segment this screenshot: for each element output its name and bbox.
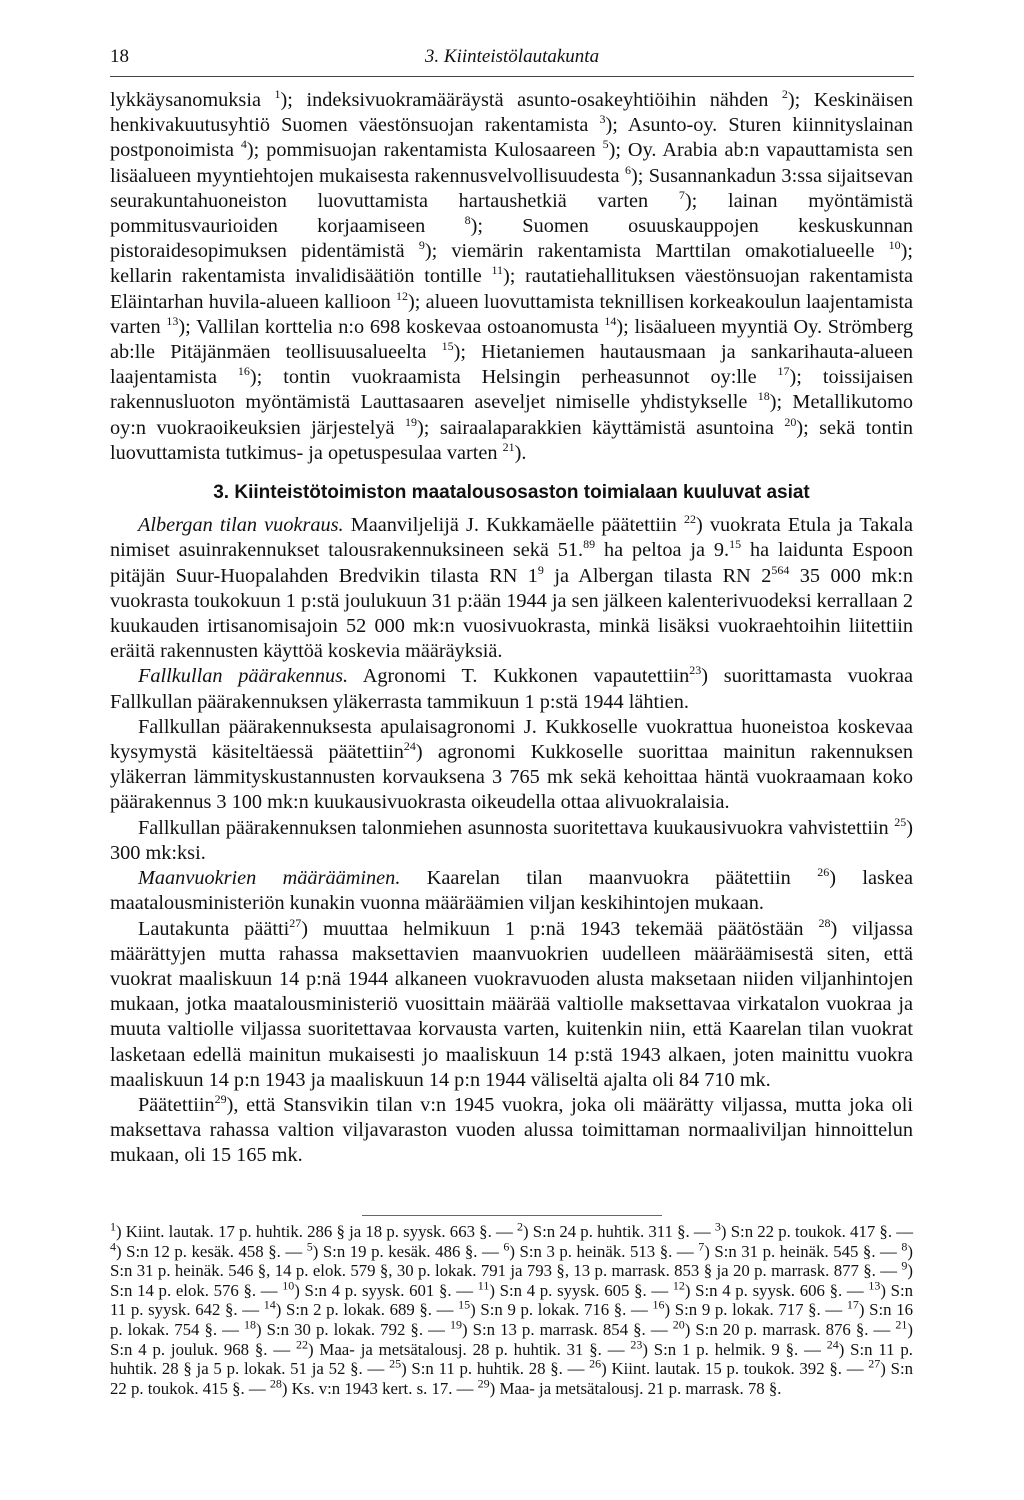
- text-run: ); Susannankadun 3:ssa sijaitsevan seurakuntahuoneiston luovuttamista hartaushetkiä varten: [110, 164, 913, 212]
- footnote-ref: 18: [757, 389, 770, 404]
- text-run: ); sekä tontin luovuttamista tutkimus- ja opetuspesulaa varten: [110, 416, 913, 464]
- paragraph-list-of-matters: [110, 88, 913, 466]
- text-run: ); Keskinäisen henkivakuutusyhtiö Suomen väestönsuojan rakentamista: [110, 89, 913, 137]
- text-run: ); pommisuojan rakentamista Kulosaareen: [246, 139, 603, 162]
- text-run: ); lainan myöntämistä pommitusvaurioiden korjaamiseen: [110, 189, 913, 238]
- italic-subject-title: Maanvuokrien määrääminen.: [138, 867, 401, 890]
- text-run: Agronomi T. Kukkonen vapautettiin: [348, 665, 690, 688]
- footnote-ref: 12: [672, 1278, 685, 1293]
- text-run: ); indeksivuokramääräystä asunto-osakeyhtiöihin nähden: [280, 89, 782, 111]
- footnote-ref: 23: [689, 663, 702, 678]
- text-run: Päätettiin: [138, 1093, 215, 1116]
- text-run: Kaarelan tilan maanvuokra päätettiin: [400, 867, 818, 890]
- footnote-rule: [362, 1215, 662, 1216]
- text-run: ) S:n 11 p. huhtik. 28 §. —: [401, 1359, 590, 1379]
- text-run: Fallkullan päärakennuksesta apulaisagronomi J. Kukkoselle vuokrattua huoneistoa koskevaa kysymystä käsiteltäessä päätettiin: [110, 715, 913, 764]
- text-run: ); viemärin rakentamista Marttilan omakotialueelle: [424, 240, 889, 263]
- text-run: ) S:n 14 p. elok. 576 §. —: [110, 1261, 913, 1300]
- paragraph-fallkullan-2: [110, 715, 913, 816]
- footnote-ref: 3: [714, 1219, 721, 1234]
- footnote-ref: 23: [630, 1336, 643, 1351]
- footnote-ref: 20: [672, 1317, 685, 1332]
- footnote-ref: 25: [389, 1356, 402, 1371]
- text-run: ); lisäalueen myyntiä Oy. Strömberg ab:lle Pitäjänmäen teollisuusalueelta: [110, 315, 913, 364]
- footnote-ref: 20: [784, 414, 797, 429]
- footnote-ref: 17: [777, 364, 790, 379]
- text-run: ); sairaalaparakkien käyttämistä asuntoina: [416, 416, 785, 439]
- text-run: lykkäysanomuksia: [110, 89, 275, 111]
- footnote-ref: 11: [491, 263, 504, 278]
- text-run: ) laskea maatalousministeriön kunakin vuonna määräämien viljan keskihintojen mukaan.: [110, 867, 914, 915]
- paragraph-maanvuokrat: [110, 866, 913, 916]
- paragraph-albergan: [110, 513, 913, 664]
- footnote-ref: 27: [289, 915, 302, 930]
- footnote-ref: 21: [502, 440, 515, 455]
- text-run: ); tontin vuokraamista Helsingin perheasunnot oy:lle: [249, 366, 778, 389]
- footnote-ref: 3: [599, 112, 606, 127]
- text-run: ) Kiint. lautak. 15 p. toukok. 392 §. —: [601, 1359, 869, 1379]
- paragraph-fallkullan-3: [110, 816, 913, 866]
- text-run: ) S:n 1 p. helmik. 9 §. —: [642, 1339, 827, 1359]
- footnote-ref: 5: [306, 1239, 313, 1253]
- text-run: ) S:n 24 p. huhtik. 311 §. —: [522, 1222, 715, 1241]
- text-run: ) S:n 3 p. heinäk. 513 §. —: [509, 1241, 699, 1261]
- paragraph-lautakunta: [110, 917, 913, 1093]
- section-heading: 3. Kiinteistötoimiston maatalousosaston toimialaan kuuluvat asiat: [213, 482, 810, 504]
- text-run: ); Metallikutomo oy:n vuokraoikeuksien järjestelyä: [110, 391, 913, 439]
- footnote-ref: 19: [404, 414, 417, 429]
- text-run: ) S:n 16 p. lokak. 754 §. —: [110, 1300, 913, 1339]
- footnote-ref: 6: [503, 1239, 510, 1253]
- text-run: ) agronomi Kukkoselle suorittaa mainitun rakennuksen yläkerran lämmityskustannusten korvauksena 3 765 mk sekä kehoittaa häntä vuokraamaan koko päärakennus 3 100 mk:n kuukausivuokrasta oikeudella ottaa alivuokralaisia.: [110, 741, 913, 814]
- text-run: ) S:n 22 p. toukok. 415 §. —: [110, 1359, 914, 1398]
- footnote-ref: 14: [263, 1297, 276, 1312]
- text-run: ); Oy. Arabia ab:n vapauttamista sen lisäalueen myyntiehtojen mukaisesta rakennusvelvollisuudesta: [110, 139, 913, 187]
- text-run: ) S:n 31 p. heinäk. 546 §, 14 p. elok. 579 §, 30 p. lokak. 791 ja 793 §, 13 p. marrask. 853 § ja 20 p. marrask. 877 §. —: [110, 1241, 913, 1281]
- text-run: ) Maa- ja metsätalousj. 21 p. marrask. 78 §.: [489, 1378, 782, 1398]
- footnote-ref: 19: [449, 1317, 462, 1332]
- footnote-ref: 12: [396, 288, 409, 303]
- footnote-ref: 24: [403, 739, 416, 754]
- footnote-ref: 7: [698, 1239, 705, 1253]
- text-run: ) S:n 9 p. lokak. 717 §. —: [664, 1300, 847, 1320]
- text-run: ) S:n 4 p. syysk. 605 §. —: [489, 1280, 673, 1300]
- footnote-ref: 4: [110, 1239, 116, 1253]
- footnote-ref: 4: [240, 137, 247, 152]
- footnote-ref: 6: [624, 162, 631, 177]
- footnote-ref: 17: [846, 1297, 859, 1312]
- text-run: ) S:n 31 p. heinäk. 545 §. —: [704, 1241, 902, 1261]
- text-run: ) muuttaa helmikuun 1 p:nä 1943 tekemää päätöstään: [301, 917, 819, 940]
- text-run: Fallkullan päärakennuksen talonmiehen asunnosta suoritettava kuukausivuokra vahvistettiin: [138, 816, 895, 839]
- text-run: ja Albergan tilasta RN 2: [543, 564, 772, 587]
- footnote-ref: 25: [894, 814, 907, 829]
- text-run: ) vuokrata Etula ja Takala nimiset asuinrakennukset talousrakennuksineen sekä 51.: [110, 514, 913, 562]
- footnote-ref: 28: [269, 1376, 282, 1391]
- text-run: ).: [514, 441, 527, 464]
- footnote-ref: 7: [678, 188, 685, 203]
- footnote-ref: 26: [817, 865, 830, 880]
- text-run: ); toissijaisen rakennusluoton myöntämistä Lauttasaaren aseveljet nimiselle yhdistykselle: [110, 366, 913, 414]
- footnote-ref: 29: [477, 1376, 490, 1391]
- text-run: ) Kiint. lautak. 17 p. huhtik. 286 § ja 18 p. syysk. 663 §. —: [116, 1222, 517, 1241]
- text-run: ) suorittamasta vuokraa Fallkullan päärakennuksen yläkerrasta tammikuun 1 p:stä 1944 lähtien.: [110, 665, 913, 713]
- text-run: ) S:n 4 p. syysk. 606 §. —: [684, 1280, 869, 1300]
- footnote-ref: 26: [589, 1356, 602, 1371]
- footnote-ref: 28: [818, 915, 831, 930]
- footnote-ref: 22: [683, 512, 696, 527]
- text-run: ), että Stansvikin tilan v:n 1945 vuokra, joka oli määrätty viljassa, mutta joka oli maksettava rahassa valtion viljavaraston vuoden alussa toimittaman normaaliviljan hinnoittelun mukaan, oli 15 165 mk.: [110, 1093, 913, 1167]
- page-number: 18: [110, 46, 129, 67]
- text-run: ) S:n 19 p. kesäk. 486 §. —: [312, 1241, 504, 1261]
- footnote-ref: 18: [243, 1317, 256, 1332]
- footnote-ref: 24: [826, 1336, 839, 1351]
- text-run: ); rautatiehallituksen väestönsuojan rakentamista Eläintarhan huvila-alueen kallioon: [110, 265, 913, 313]
- footnote-ref: 564: [771, 562, 790, 577]
- text-run: ) S:n 13 p. marrask. 854 §. —: [461, 1319, 673, 1339]
- text-run: Lautakunta päätti: [138, 917, 290, 940]
- text-run: ); Asunto-oy. Sturen kiinnityslainan postponoimista: [110, 114, 913, 162]
- footnote-ref: 29: [214, 1092, 227, 1107]
- footnote-text: [110, 1219, 914, 1398]
- text-run: ); Suomen osuuskauppojen keskuskunnan pistoraidesopimuksen pidentämistä: [110, 215, 913, 263]
- footnote-ref: 27: [868, 1356, 881, 1371]
- footnote-ref: 8: [901, 1239, 908, 1253]
- italic-subject-title: Fallkullan päärakennus.: [138, 665, 349, 688]
- text-run: ) S:n 9 p. lokak. 716 §. —: [470, 1300, 653, 1320]
- text-run: ) S:n 12 p. kesäk. 458 §. —: [116, 1241, 307, 1261]
- italic-subject-title: Albergan tilan vuokraus.: [138, 514, 344, 537]
- text-run: ha peltoa ja 9.: [595, 539, 730, 562]
- text-run: ); alueen luovuttamista teknillisen korkeakoulun laajentamista varten: [110, 290, 913, 338]
- text-run: ) 300 mk:ksi.: [110, 816, 913, 864]
- footnote-ref: 9: [537, 562, 544, 577]
- text-run: 35 000 mk:n vuokrasta toukokuun 1 p:stä joulukuun 31 p:ään 1944 ja sen jälkeen kalenterivuodeksi kerrallaan 2 kuukauden irtisanomisajoin 52 000 mk:n vuosivuokrasta, minkä lisäksi vuokraehtoihin liitettiin eräitä rakennusten käyttöä koskevia määräyksiä.: [110, 564, 913, 663]
- text-run: ) S:n 11 p. syysk. 642 §. —: [110, 1280, 913, 1320]
- footnote-ref: 21: [895, 1317, 908, 1332]
- text-run: ) Ks. v:n 1943 kert. s. 17. —: [281, 1378, 478, 1398]
- footnote-ref: 13: [166, 314, 179, 329]
- footnote-ref: 2: [516, 1219, 523, 1234]
- page-header: [110, 46, 914, 77]
- footnote-ref: 8: [464, 213, 471, 228]
- footnote-ref: 16: [237, 364, 250, 379]
- footnote-ref: 15: [729, 537, 742, 552]
- paragraph-stansvik: [110, 1093, 913, 1169]
- paragraph-fallkullan-1: [110, 664, 913, 714]
- main-text: [110, 88, 913, 1169]
- text-run: ha laidunta Espoon pitäjän Suur-Huopalahden Bredvikin tilasta RN 1: [110, 539, 914, 587]
- text-run: ) S:n 4 p. jouluk. 968 §. —: [110, 1319, 914, 1359]
- footnote-ref: 22: [295, 1336, 308, 1351]
- text-run: ) S:n 2 p. lokak. 689 §. —: [275, 1300, 459, 1320]
- footnote-ref: 5: [602, 137, 609, 152]
- text-run: ) viljassa määrättyjen mutta rahassa maksettavien maanvuokrien uudelleen määräämisestä siten, että vuokrat maaliskuun 14 p:nä 1944 alkaneen vuokravuoden alusta maksetaan niiden viljanhintojen mukaan, jotka maatalousministeriö vuosittain määrää valtiolle maksettavaa virkatalon vuokraa ja muuta valtiolle viljassa suoritettavaa korvausta varten, kuitenkin niin, että Kaarelan tilan vuokrat lasketaan edellä mainitun mukaisesti jo maaliskuun 14 p:stä 1943 alkaen, joten mainittu vuokra maaliskuun 14 p:n 1943 ja maaliskuun 14 p:n 1944 väliseltä ajalta oli 84 710 mk.: [110, 917, 913, 1091]
- footnote-ref: 11: [477, 1278, 490, 1293]
- text-run: ); kellarin rakentamista invalidisäätiön tontille: [110, 240, 914, 288]
- footnotes: [110, 1215, 913, 1398]
- footnote-ref: 13: [868, 1278, 881, 1293]
- text-run: Maanviljelijä J. Kukkamäelle päätettiin: [343, 514, 684, 537]
- text-run: ) S:n 30 p. lokak. 792 §. —: [255, 1319, 450, 1339]
- text-run: ) S:n 20 p. marrask. 876 §. —: [684, 1319, 896, 1339]
- footnote-ref: 16: [652, 1297, 665, 1312]
- footnote-ref: 89: [583, 537, 596, 552]
- footnote-ref: 14: [604, 314, 617, 329]
- footnote-ref: 15: [458, 1297, 471, 1312]
- footnote-ref: 9: [418, 238, 425, 253]
- footnote-ref: 9: [901, 1258, 908, 1273]
- footnote-ref: 10: [888, 238, 901, 253]
- text-run: ); Vallilan korttelia n:o 698 koskevaa ostoanomusta: [178, 315, 605, 338]
- footnote-ref: 15: [441, 339, 454, 354]
- text-run: ) S:n 22 p. toukok. 417 §. —: [720, 1222, 914, 1241]
- running-title: 3. Kiinteistölautakunta: [424, 46, 600, 67]
- footnote-ref: 10: [282, 1278, 295, 1293]
- footnote-ref: 2: [781, 87, 788, 102]
- footnote-ref: 1: [110, 1219, 116, 1234]
- footnote-ref: 1: [274, 87, 281, 102]
- text-run: ) Maa- ja metsätalousj. 28 p. huhtik. 31 §. —: [307, 1339, 631, 1359]
- text-run: ) S:n 11 p. huhtik. 28 § ja 5 p. lokak. 51 ja 52 §. —: [110, 1339, 913, 1379]
- text-run: ) S:n 4 p. syysk. 601 §. —: [294, 1280, 478, 1300]
- text-run: ); Hietaniemen hautausmaan ja sankarihauta-alueen laajentamista: [110, 341, 913, 389]
